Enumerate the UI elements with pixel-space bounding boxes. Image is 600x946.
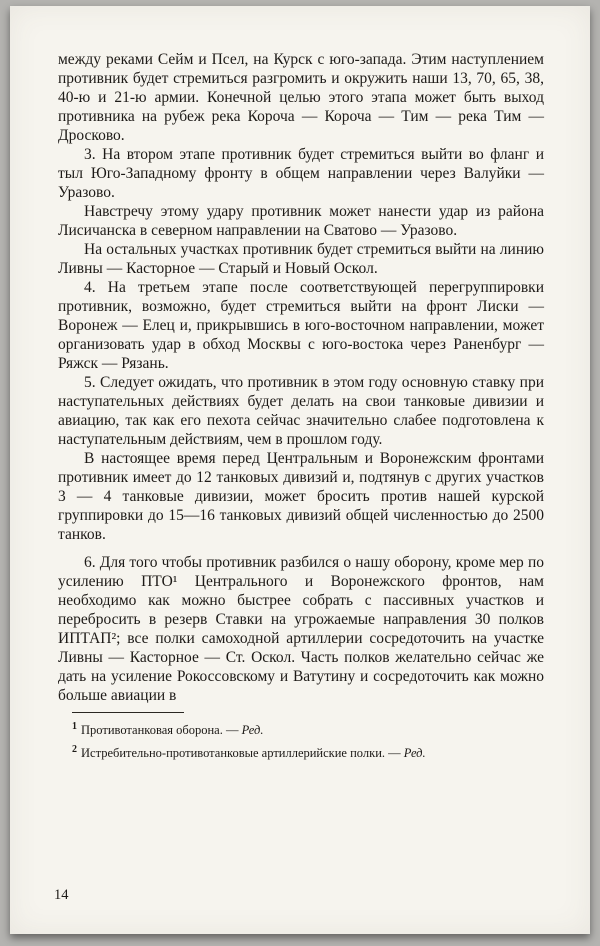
paragraph: 4. На третьем этапе после соответствующей перегруппировки противник, возможно, будет стремиться выйти на фронт Лиски — Воронеж — Елец и, прикрывшись в юго-восточном направлении, может организовать удар в обход Москвы с юго-востока через Раненбург — Ряжск — Рязань.	[58, 279, 544, 372]
footnote-text: Истребительно-противотанковые артиллерийские полки. —	[81, 746, 404, 761]
paragraph: Навстречу этому удару противник может нанести удар из района Лисичанска в северном направлении на Сватово — Уразово.	[58, 203, 544, 239]
page-body	[10, 6, 590, 705]
page-number: 14	[54, 887, 69, 903]
footnote-source: Ред.	[241, 723, 264, 738]
paragraph: 3. На втором этапе противник будет стремиться выйти во фланг и тыл Юго-Западному фронту в общем направлении через Валуйки — Уразово.	[58, 146, 544, 201]
paragraph: На остальных участках противник будет стремиться выйти на линию Ливны — Касторное — Старый и Новый Оскол.	[58, 241, 544, 277]
footnote-marker: 1	[72, 721, 77, 732]
footnote-text: Противотанковая оборона. —	[81, 723, 242, 738]
book-page	[10, 6, 590, 934]
footnote	[58, 741, 544, 762]
paragraph: 5. Следует ожидать, что противник в этом году основную ставку при наступательных действиях будет делать на свои танковые дивизии и авиацию, так как его пехота сейчас значительно слабее подготовлена к наступательным действиям, чем в прошлом году.	[58, 374, 544, 448]
footnote-marker: 2	[72, 744, 77, 756]
paragraph: В настоящее время перед Центральным и Воронежским фронтами противник имеет до 12 танковых дивизий и, подтянув с других участков 3 — 4 танковые дивизии, может бросить против нашей курской группировки до 15—16 танковых дивизий общей численностью до 2500 танков.	[58, 450, 544, 543]
footnote	[58, 718, 544, 739]
paragraph: между реками Сейм и Псел, на Курск с юго-запада. Этим наступлением противник будет стремиться разгромить и окружить наши 13, 70, 65, 38, 40-ю и 21-ю армии. Конечной целью этого этапа может быть выход противника на рубеж река Короча — Короча — Тим — река Тим — Дросково.	[58, 51, 544, 144]
footnotes-block	[10, 712, 590, 762]
paragraph: 6. Для того чтобы противник разбился о нашу оборону, кроме мер по усилению ПТО¹ Центрального и Воронежского фронтов, нам необходимо как можно быстрее собрать с пассивных участков и перебросить в резерв Ставки на угрожаемые направления 30 полков ИПТАП²; все полки самоходной артиллерии сосредоточить на участке Ливны — Касторное — Ст. Оскол. Часть полков желательно сейчас же дать на усиление Рокоссовскому и Ватутину и сосредоточить как можно больше авиации в	[58, 554, 544, 704]
footnote-separator	[72, 712, 184, 713]
footnote-source: Ред.	[403, 746, 426, 761]
